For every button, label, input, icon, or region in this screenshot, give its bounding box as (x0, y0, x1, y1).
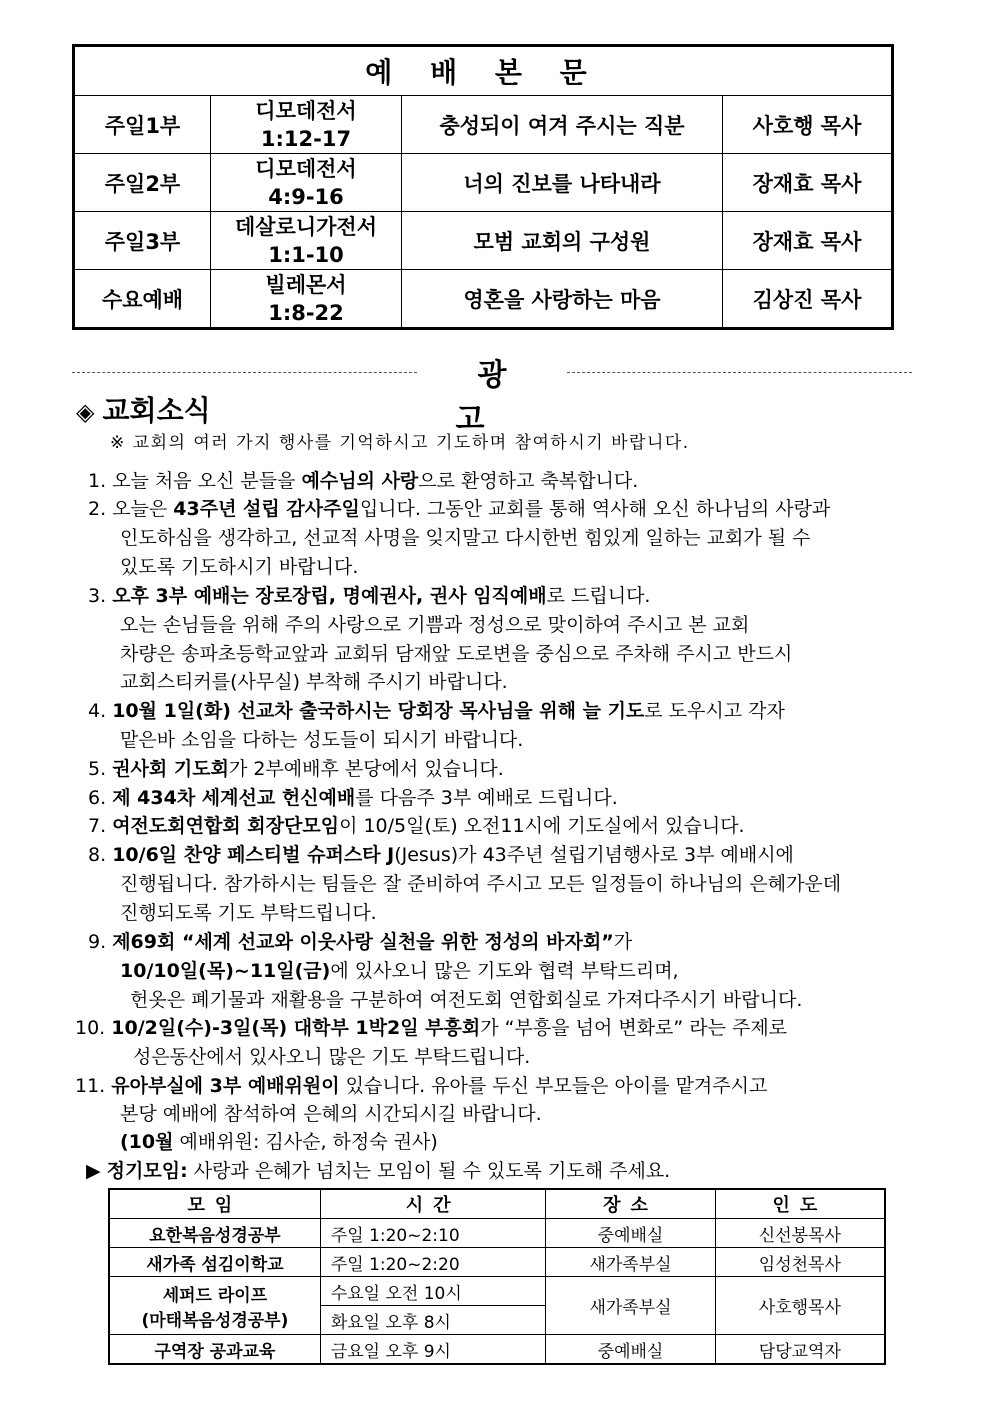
triangle-icon: ▶ (86, 1160, 101, 1182)
scripture (211, 270, 402, 329)
meeting-time: 수요일 오전 10시 (320, 1277, 546, 1306)
list-item-line: 오는 손님들을 위해 주의 사랑으로 기쁨과 정성으로 맞이하여 주시고 본 교회 (120, 614, 750, 636)
divider (567, 372, 912, 373)
meeting-leader: 담당교역자 (715, 1335, 885, 1365)
verse: 4:9-16 (268, 184, 344, 209)
meeting-name: 구역장 공과교육 (109, 1335, 320, 1365)
list-item: 7. 여전도회연합회 회장단모임이 10/5일(토) 오전11시에 기도실에서 있습니다. (88, 815, 745, 837)
preacher: 장재효 목사 (723, 154, 893, 212)
sermon-topic: 충성되이 여겨 주시는 직분 (402, 96, 723, 154)
list-item: 5. 권사회 기도회가 2부예배후 본당에서 있습니다. (88, 758, 504, 780)
column-header: 장소 (546, 1189, 715, 1219)
column-header: 시간 (320, 1189, 546, 1219)
table-row (74, 212, 893, 270)
verse: 1:12-17 (260, 126, 352, 151)
meeting-name: 세퍼드 라이프 (마태복음성경공부) (109, 1277, 320, 1335)
list-item: 3. 오후 3부 예배는 장로장립, 명예권사, 권사 임직예배로 드립니다. (88, 585, 651, 607)
verse: 1:8-22 (268, 300, 344, 325)
column-header: 모임 (109, 1189, 320, 1219)
table-row (109, 1219, 885, 1248)
table-row (109, 1335, 885, 1365)
book: 디모데전서 (255, 156, 357, 181)
sermon-topic: 영혼을 사랑하는 마음 (402, 270, 723, 329)
sermon-topic: 모범 교회의 구성원 (402, 212, 723, 270)
list-item-line: (10월 예배위원: 김사순, 하정숙 권사) (120, 1131, 438, 1153)
sermon-table (72, 44, 894, 330)
diamond-icon: ◈ (76, 398, 95, 426)
table-row (74, 154, 893, 212)
meeting-time: 주일 1:20~2:20 (320, 1248, 546, 1277)
list-item-line: 본당 예배에 참석하여 은혜의 시간되시길 바랍니다. (120, 1103, 542, 1125)
table-row (109, 1277, 885, 1306)
service-name: 수요예배 (74, 270, 211, 329)
section-title (76, 389, 211, 429)
list-item-line: 있도록 기도하시기 바랍니다. (120, 556, 359, 578)
sermon-table-title: 예 배 본 문 (74, 46, 893, 96)
divider (72, 372, 417, 373)
list-item-line: 맡은바 소임을 다하는 성도들이 되시기 바랍니다. (120, 729, 524, 751)
book: 데살로니가전서 (234, 214, 377, 239)
scripture (211, 154, 402, 212)
list-item-line: 진행됩니다. 참가하시는 팀들은 잘 준비하여 주시고 모든 일정들이 하나님의 은혜가운데 (120, 873, 842, 895)
book: 디모데전서 (255, 98, 357, 123)
list-item-line: 진행되도록 기도 부탁드립니다. (120, 902, 377, 924)
list-item-line: 성은동산에서 있사오니 많은 기도 부탁드립니다. (133, 1046, 531, 1068)
preacher: 김상진 목사 (723, 270, 893, 329)
section-note: ※ 교회의 여러 가지 행사를 기억하시고 기도하며 참여하시기 바랍니다. (110, 433, 690, 453)
list-item: 8. 10/6일 찬양 페스티벌 슈퍼스타 J(Jesus)가 43주년 설립기념행사로 3부 예배시에 (88, 844, 794, 866)
table-row (74, 270, 893, 329)
list-item-line: 10/10일(목)~11일(금)에 있사오니 많은 기도와 협력 부탁드리며, (120, 960, 679, 982)
sermon-topic: 너의 진보를 나타내라 (402, 154, 723, 212)
list-item: 6. 제 434차 세계선교 헌신예배를 다음주 3부 예배로 드립니다. (88, 787, 618, 809)
announcement-title: 광 고 (455, 358, 551, 437)
book: 빌레몬서 (265, 272, 347, 297)
verse: 1:1-10 (268, 242, 344, 267)
service-name: 주일3부 (74, 212, 211, 270)
meeting-time: 화요일 오후 8시 (320, 1306, 546, 1335)
meeting-leader: 사호행목사 (715, 1277, 885, 1335)
meeting-place: 중예배실 (546, 1335, 715, 1365)
meetings-table (108, 1188, 886, 1365)
preacher: 장재효 목사 (723, 212, 893, 270)
meeting-leader: 임성천목사 (715, 1248, 885, 1277)
list-item-line: 차량은 송파초등학교앞과 교회뒤 담재앞 도로변을 중심으로 주차해 주시고 반드시 (120, 643, 793, 665)
table-header-row (109, 1189, 885, 1219)
table-row (109, 1248, 885, 1277)
meeting-place: 새가족부실 (546, 1277, 715, 1335)
scripture (211, 212, 402, 270)
list-item-line: 헌옷은 폐기물과 재활용을 구분하여 여전도회 연합회실로 가져다주시기 바랍니다. (130, 989, 803, 1011)
list-item: 2. 오늘은 43주년 설립 감사주일입니다. 그동안 교회를 통해 역사해 오신 하나님의 사랑과 (88, 498, 831, 520)
table-row (74, 96, 893, 154)
scripture (211, 96, 402, 154)
meeting-name: 새가족 섬김이학교 (109, 1248, 320, 1277)
list-item: 11. 유아부실에 3부 예배위원이 있습니다. 유아를 두신 부모들은 아이를 맡겨주시고 (75, 1075, 768, 1097)
meeting-name: 요한복음성경공부 (109, 1219, 320, 1248)
list-item-line: 인도하심을 생각하고, 선교적 사명을 잊지말고 다시한번 힘있게 일하는 교회가 될 수 (120, 527, 811, 549)
preacher: 사호행 목사 (723, 96, 893, 154)
meeting-place: 새가족부실 (546, 1248, 715, 1277)
meeting-time: 주일 1:20~2:10 (320, 1219, 546, 1248)
list-item-line: 교회스티커를(사무실) 부착해 주시기 바랍니다. (120, 671, 508, 693)
service-name: 주일1부 (74, 96, 211, 154)
list-item: 10. 10/2일(수)-3일(목) 대학부 1박2일 부흥회가 “부흥을 넘어 변화로” 라는 주제로 (75, 1017, 788, 1039)
list-item: 9. 제69회 “세계 선교와 이웃사랑 실천을 위한 정성의 바자회”가 (88, 931, 633, 953)
list-item: 4. 10월 1일(화) 선교차 출국하시는 당회장 목사님을 위해 늘 기도로 도우시고 각자 (88, 700, 785, 722)
section-title-text: 교회소식 (102, 394, 211, 427)
list-item: 1. 오늘 처음 오신 분들을 예수님의 사랑으로 환영하고 축복합니다. (88, 470, 639, 492)
service-name: 주일2부 (74, 154, 211, 212)
meeting-time: 금요일 오후 9시 (320, 1335, 546, 1365)
meetings-heading: ▶ 정기모임: 사랑과 은혜가 넘치는 모임이 될 수 있도록 기도해 주세요. (86, 1160, 671, 1182)
meeting-leader: 신선봉목사 (715, 1219, 885, 1248)
meeting-place: 중예배실 (546, 1219, 715, 1248)
column-header: 인도 (715, 1189, 885, 1219)
